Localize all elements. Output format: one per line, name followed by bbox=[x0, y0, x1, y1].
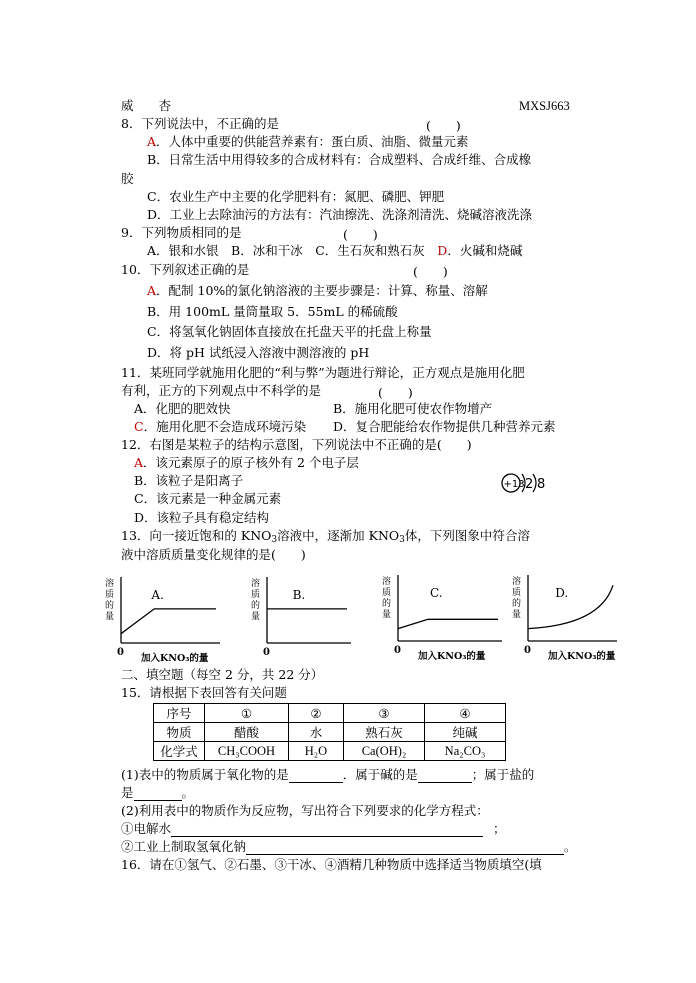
q8-option-c: C．农业生产中主要的化学肥料有：氮肥、磷肥、钾肥 bbox=[147, 189, 445, 204]
table-cell: 化学式 bbox=[154, 742, 205, 761]
y-axis-label-char: 质 bbox=[105, 590, 115, 600]
particle-structure-diagram bbox=[500, 470, 556, 496]
table-cell: 纯碱 bbox=[425, 723, 506, 742]
y-axis-label-char: 溶 bbox=[251, 579, 261, 589]
y-axis-label-char: 量 bbox=[512, 610, 522, 620]
table-row bbox=[154, 723, 506, 742]
q11-option-d: D．复合肥能给农作物提供几种营养元素 bbox=[333, 419, 556, 434]
q12-a-letter: A bbox=[134, 455, 144, 470]
q10-answer-paren: ( ) bbox=[413, 264, 448, 279]
formula-cell: CH₃COOH bbox=[205, 742, 289, 761]
chart-d-svg bbox=[508, 573, 633, 663]
table-cell: 熟石灰 bbox=[344, 723, 425, 742]
chart-b bbox=[252, 575, 362, 669]
q10-option-d: D．将 pH 试纸浸入溶液中测溶液的 pH bbox=[147, 345, 370, 360]
chart-b-svg bbox=[252, 575, 362, 665]
chart-c-svg bbox=[380, 573, 505, 663]
q12-option-c: C．该元素是一种金属元素 bbox=[134, 491, 282, 506]
q15-table bbox=[153, 703, 506, 761]
formula-cell: Ca(OH)₂ bbox=[344, 742, 425, 761]
chart-a bbox=[103, 575, 228, 669]
q9-answer-paren: ( ) bbox=[343, 227, 378, 242]
y-axis-label-char: 质 bbox=[382, 588, 392, 598]
q15-stem: 15．请根据下表回答有关问题 bbox=[121, 685, 287, 700]
shell-2-electrons: 8 bbox=[537, 477, 546, 492]
y-axis-label-char: 量 bbox=[105, 612, 115, 622]
origin-label: 0 bbox=[117, 647, 124, 658]
data-line bbox=[528, 585, 613, 628]
y-axis-label-char: 溶 bbox=[382, 577, 392, 587]
table-cell: ③ bbox=[344, 704, 425, 723]
table-cell: ④ bbox=[425, 704, 506, 723]
q10-option-a: A．配制 10%的氯化钠溶液的主要步骤是：计算、称量、溶解 bbox=[147, 283, 488, 298]
equation-blank[interactable] bbox=[171, 823, 483, 837]
chart-title: D. bbox=[555, 586, 569, 600]
table-row bbox=[154, 704, 506, 723]
chart-c bbox=[380, 573, 505, 667]
q10-option-c: C．将氢氧化钠固体直接放在托盘天平的托盘上称量 bbox=[147, 324, 432, 339]
q10-a-letter: A bbox=[147, 283, 157, 298]
q8-option-b-cont: 胶 bbox=[121, 171, 134, 186]
q9-stem: 9．下列物质相同的是 bbox=[121, 225, 242, 240]
table-cell: ① bbox=[205, 704, 289, 723]
y-axis-label-char: 量 bbox=[382, 610, 392, 620]
y-axis-label-char: 的 bbox=[105, 601, 115, 611]
q11-stem-line2: 有利，正方的下列观点中不科学的是 bbox=[121, 383, 322, 398]
x-axis-label: 加入KNO₃的量 bbox=[418, 651, 486, 662]
q12-option-d: D．该粒子具有稳定结构 bbox=[134, 510, 270, 525]
q8-answer-paren: ( ) bbox=[426, 118, 461, 133]
q11-option-c: C．施用化肥不会造成环境污染 bbox=[134, 419, 307, 434]
answer-blank[interactable] bbox=[418, 769, 472, 783]
q10-stem: 10．下列叙述正确的是 bbox=[121, 262, 250, 277]
x-axis-label: 加入KNO₃的量 bbox=[141, 653, 209, 664]
q12-stem: 12．右图是某粒子的结构示意图，下列说法中不正确的是( ) bbox=[121, 437, 472, 452]
q11-c-letter: C bbox=[134, 419, 144, 434]
q11-option-a: A．化肥的肥效快 bbox=[134, 401, 231, 416]
data-line bbox=[121, 609, 216, 634]
q8-a-letter: A bbox=[147, 134, 157, 149]
y-axis-label-char: 的 bbox=[382, 599, 392, 609]
q9-options: A．银和水银 B．冰和干冰 C．生石灰和熟石灰 D．火碱和烧碱 bbox=[147, 243, 523, 258]
table-cell: 物质 bbox=[154, 723, 205, 742]
q10-option-b: B．用 100mL 量筒量取 5．55mL 的稀硫酸 bbox=[147, 304, 398, 319]
answer-blank[interactable] bbox=[134, 787, 182, 801]
y-axis-label-char: 质 bbox=[251, 590, 261, 600]
origin-label: 0 bbox=[394, 645, 401, 656]
table-cell: ② bbox=[289, 704, 344, 723]
formula-cell: H₂O bbox=[289, 742, 344, 761]
y-axis-label-char: 溶 bbox=[105, 579, 115, 589]
y-axis-label-char: 的 bbox=[512, 599, 522, 609]
q15-part2: (2)利用表中的物质作为反应物，写出符合下列要求的化学方程式： bbox=[121, 803, 489, 818]
origin-label: 0 bbox=[263, 647, 270, 658]
shell-1-electrons: 2 bbox=[525, 477, 534, 492]
q8-option-a: A．人体中重要的供能营养素有：蛋白质、油脂、微量元素 bbox=[147, 134, 469, 149]
equation-blank[interactable] bbox=[246, 841, 564, 855]
y-axis-label-char: 的 bbox=[251, 601, 261, 611]
chart-title: C. bbox=[430, 586, 443, 600]
y-axis-label-char: 量 bbox=[251, 612, 261, 622]
nucleus-charge: +13 bbox=[503, 479, 525, 490]
answer-blank[interactable] bbox=[289, 769, 343, 783]
q11-answer-paren: ( ) bbox=[378, 385, 413, 400]
y-axis-label-char: 溶 bbox=[512, 577, 522, 587]
q16-stem: 16．请在①氢气、②石墨、③干冰、④酒精几种物质中选择适当物质填空(填 bbox=[121, 857, 542, 872]
q8-stem: 8．下列说法中，不正确的是 bbox=[121, 116, 279, 131]
q9-d-letter: D bbox=[437, 243, 448, 258]
formula-cell: Na₂CO₃ bbox=[425, 742, 506, 761]
q12-option-b: B．该粒子是阳离子 bbox=[134, 473, 244, 488]
shell-arc-2 bbox=[533, 474, 536, 492]
q15-part1-line2: 是 。 bbox=[121, 785, 195, 800]
chart-a-svg bbox=[103, 575, 228, 665]
data-line bbox=[398, 619, 498, 628]
q13-stem-line1: 13．向一接近饱和的 $KNO_3$溶液中，逐渐加 $KNO_3$体，下列图象中符合溶 bbox=[121, 528, 530, 545]
table-cell: 水 bbox=[289, 723, 344, 742]
q15-part1-line1: (1)表中的物质属于氧化物的是 ．属于碱的是 ；属于盐的 bbox=[121, 767, 535, 782]
y-axis-label-char: 质 bbox=[512, 588, 522, 598]
q15-equation-1: ①电解水 ； bbox=[121, 821, 506, 836]
header-right: MXSJ663 bbox=[519, 99, 570, 113]
chart-d bbox=[508, 573, 633, 667]
table-row bbox=[154, 742, 506, 761]
origin-label: 0 bbox=[524, 645, 531, 656]
chart-title: A. bbox=[151, 588, 164, 602]
q8-option-d: D．工业上去除油污的方法有：汽油擦洗、洗涤剂清洗、烧碱溶液洗涤 bbox=[147, 207, 533, 222]
q11-option-b: B．施用化肥可使农作物增产 bbox=[333, 401, 493, 416]
chart-title: B. bbox=[292, 588, 306, 602]
x-axis-label: 加入KNO₃的量 bbox=[548, 651, 616, 662]
q8-option-b: B．日常生活中用得较多的合成材料有：合成塑料、合成纤维、合成橡 bbox=[147, 152, 532, 167]
q11-stem-line1: 11．某班同学就施用化肥的“利与弊”为题进行辩论，正方观点是施用化肥 bbox=[121, 365, 525, 380]
table-cell: 醋酸 bbox=[205, 723, 289, 742]
q15-equation-2: ②工业上制取氢氧化钠 。 bbox=[121, 839, 577, 854]
q12-option-a: A．该元素原子的原子核外有 2 个电子层 bbox=[134, 455, 359, 470]
header-left: 威 杏 bbox=[121, 98, 172, 113]
q13-stem-line2: 液中溶质质量变化规律的是( ) bbox=[121, 547, 306, 562]
table-cell: 序号 bbox=[154, 704, 205, 723]
section-2-title: 二、填空题（每空 2 分，共 22 分） bbox=[121, 667, 324, 682]
